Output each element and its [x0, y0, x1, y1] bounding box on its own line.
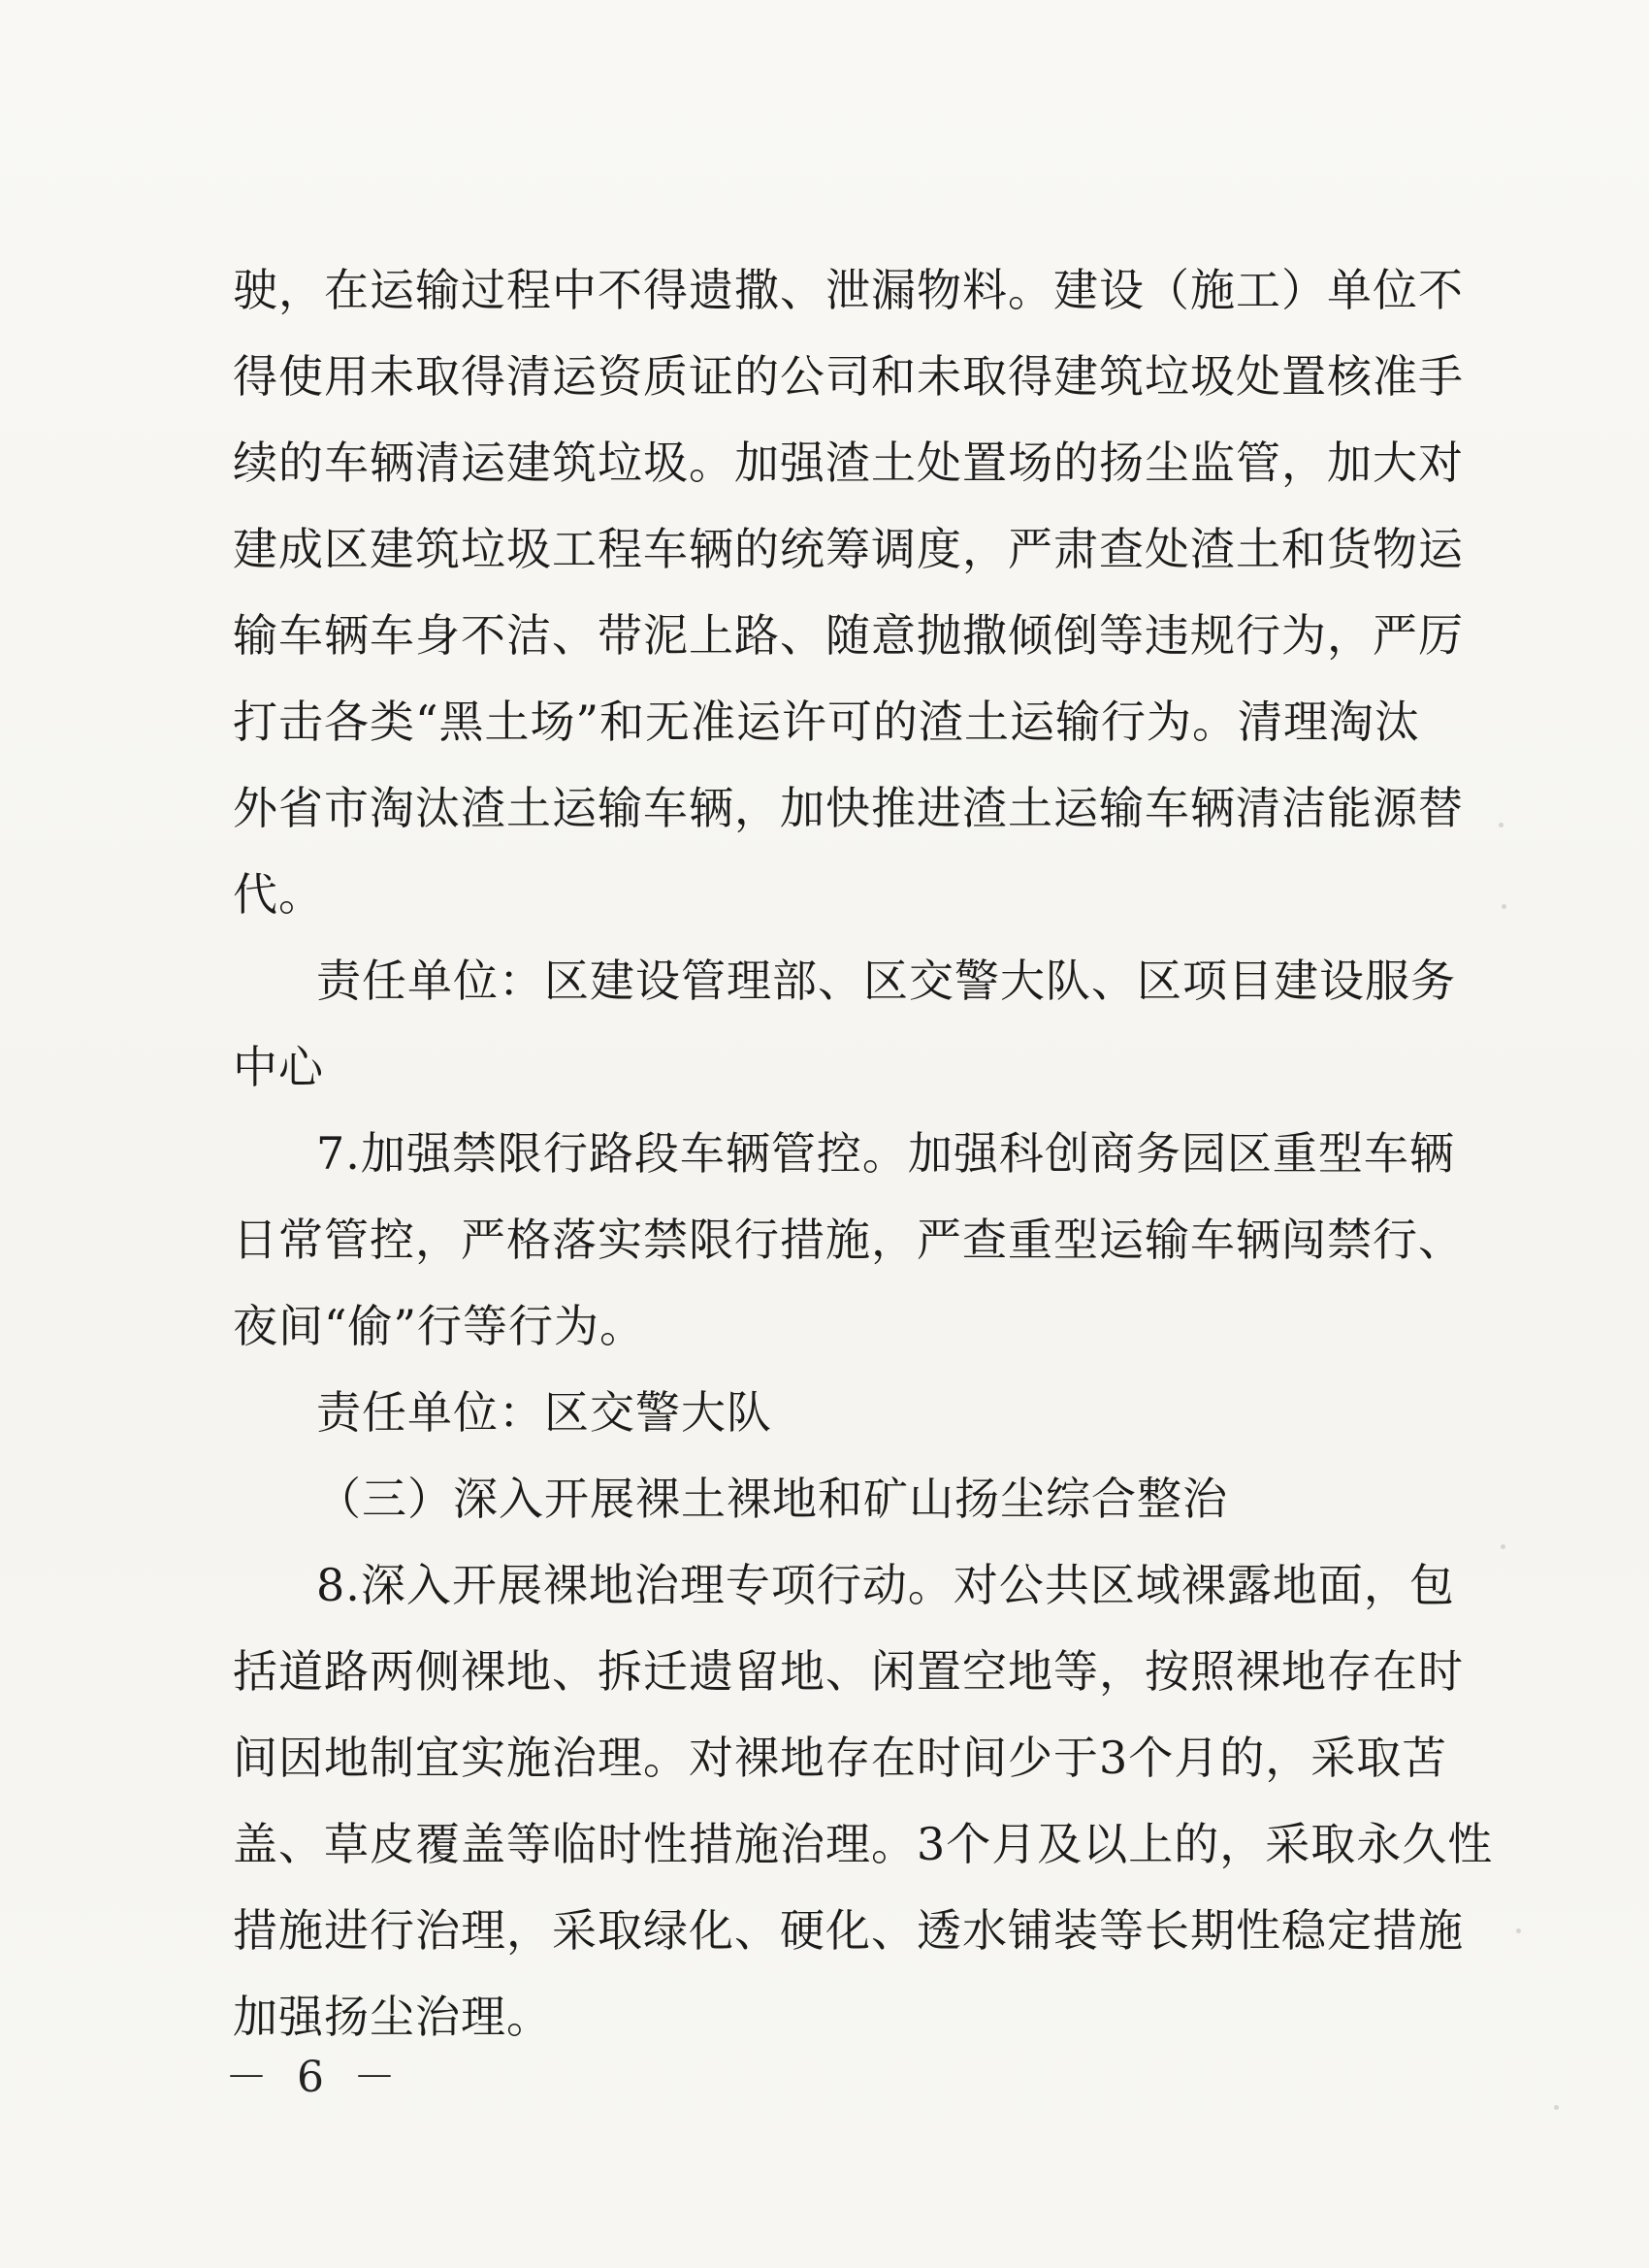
section-heading: （三）深入开展裸土裸地和矿山扬尘综合整治: [316, 1473, 1228, 1525]
text-line: 续的车辆清运建筑垃圾。加强渣土处置场的扬尘监管，加大对: [233, 437, 1464, 489]
text-line: 代。: [233, 868, 324, 921]
text-line: 得使用未取得清运资质证的公司和未取得建筑垃圾处置核准手: [233, 350, 1464, 403]
item-heading-7: 7.加强禁限行路段车辆管控。加强科创商务园区重型车辆: [316, 1127, 1455, 1180]
text-line: 夜间“偷”行等行为。: [233, 1300, 646, 1352]
scan-speck: [1499, 823, 1504, 827]
text-line: 日常管控，严格落实禁限行措施，严查重型运输车辆闯禁行、: [233, 1214, 1464, 1266]
text-line: 建成区建筑垃圾工程车辆的统筹调度，严肃查处渣土和货物运: [233, 523, 1464, 575]
text-line: 驶，在运输过程中不得遗撒、泄漏物料。建设（施工）单位不: [233, 264, 1464, 316]
text-line: 间因地制宜实施治理。对裸地存在时间少于3个月的，采取苫: [233, 1732, 1448, 1784]
responsibility-line: 责任单位：区建设管理部、区交警大队、区项目建设服务: [316, 955, 1456, 1007]
item-heading-8: 8.深入开展裸地治理专项行动。对公共区域裸露地面，包: [316, 1559, 1455, 1611]
page-number: － 6 －: [225, 2053, 404, 2102]
text-line: 括道路两侧裸地、拆迁遗留地、闲置空地等，按照裸地存在时: [233, 1645, 1464, 1698]
text-line: 盖、草皮覆盖等临时性措施治理。3个月及以上的，采取永久性: [233, 1818, 1494, 1870]
text-line: 中心: [233, 1041, 324, 1093]
scan-speck: [1501, 1544, 1505, 1549]
scan-speck: [1502, 904, 1506, 909]
body-text: [233, 247, 1494, 2060]
text-line: 措施进行治理，采取绿化、硬化、透水铺装等长期性稳定措施: [233, 1904, 1464, 1957]
scan-speck: [1516, 1928, 1521, 1933]
text-line: 输车辆车身不洁、带泥上路、随意抛撒倾倒等违规行为，严厉: [233, 609, 1464, 662]
text-line: 外省市淘汰渣土运输车辆，加快推进渣土运输车辆清洁能源替: [233, 782, 1464, 834]
scan-speck: [1554, 2105, 1559, 2110]
text-line: 加强扬尘治理。: [233, 1991, 552, 2043]
responsibility-line: 责任单位：区交警大队: [316, 1386, 772, 1439]
text-line: 打击各类“黑土场”和无准运许可的渣土运输行为。清理淘汰: [233, 696, 1421, 748]
